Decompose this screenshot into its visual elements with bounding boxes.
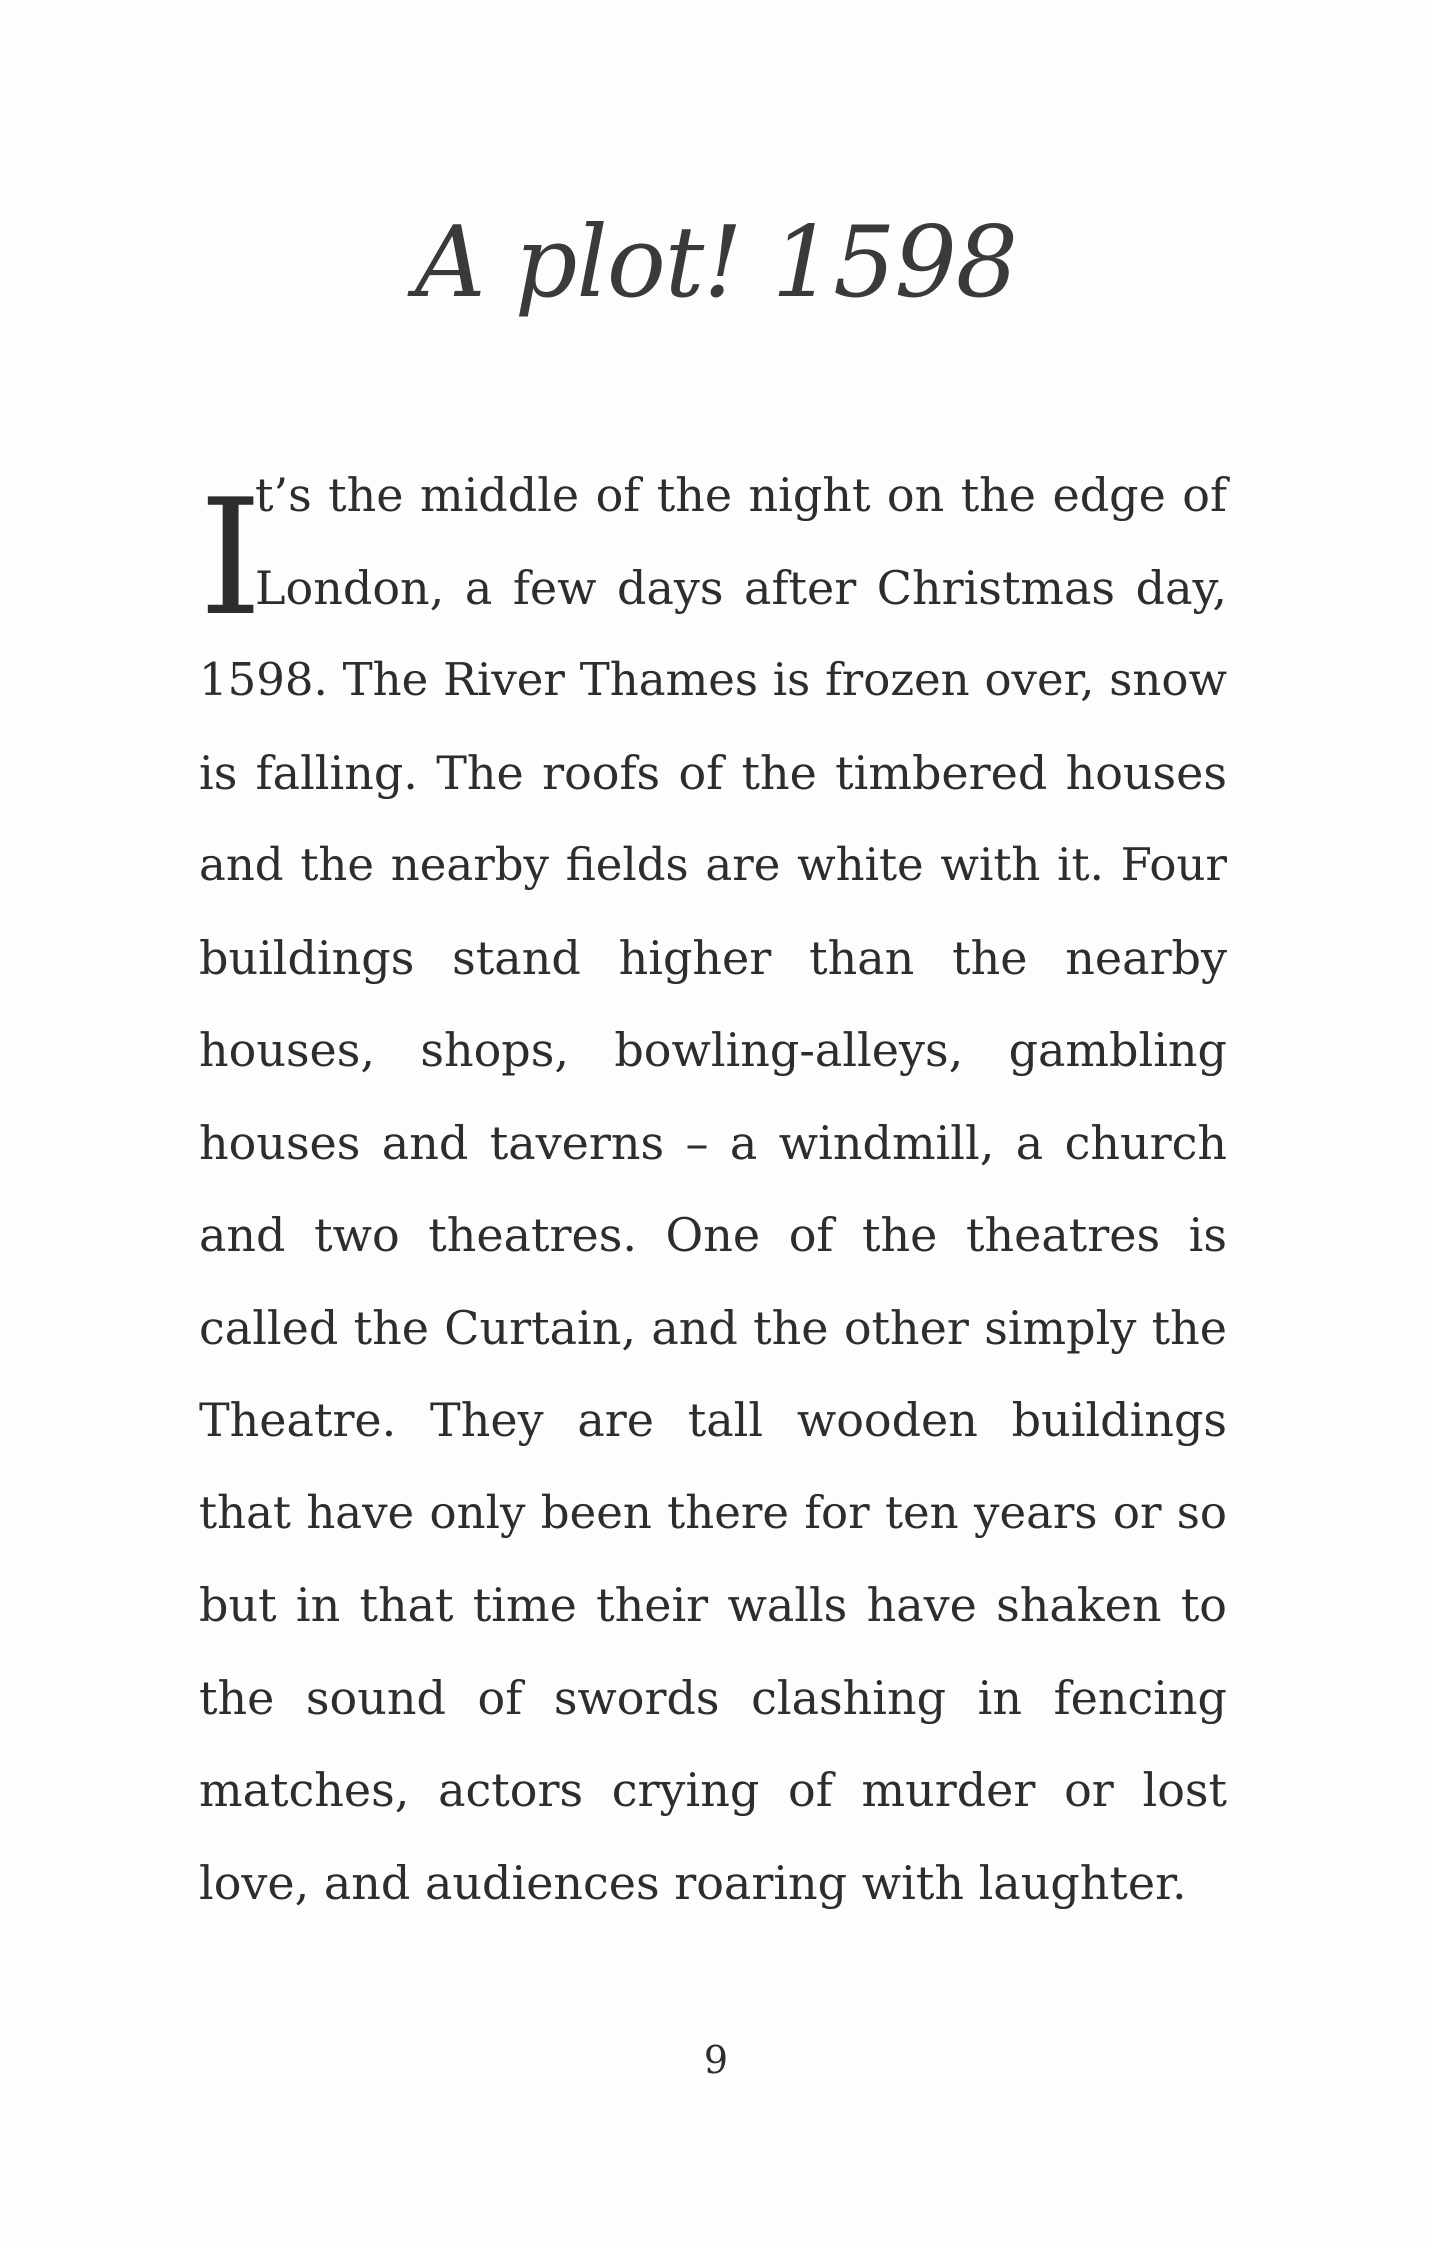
text-line: matches, actors crying of murder or lost	[199, 1763, 1227, 1817]
text-line: but in that time their walls have shaken to	[199, 1578, 1227, 1632]
text-line: that have only been there for ten years or so	[199, 1485, 1227, 1539]
text-line: and two theatres. One of the theatres is	[199, 1208, 1227, 1262]
text-line: love, and audiences roaring with laughter.	[199, 1855, 1187, 1910]
text-line: is falling. The roofs of the timbered houses	[199, 745, 1227, 800]
text-line: and the nearby fields are white with it. Four	[199, 838, 1227, 891]
text-line: called the Curtain, and the other simply the	[199, 1300, 1227, 1355]
text-line: t’s the middle of the night on the edge of	[255, 468, 1227, 522]
text-line: houses and taverns – a windmill, a church	[199, 1115, 1227, 1170]
text-line: 1598. The River Thames is frozen over, snow	[199, 653, 1227, 706]
text-line: Theatre. They are tall wooden buildings	[199, 1393, 1227, 1447]
text-line: London, a few days after Christmas day,	[255, 560, 1227, 615]
body-paragraph	[199, 462, 1227, 1942]
text-line: houses, shops, bowling-alleys, gambling	[199, 1023, 1227, 1077]
text-line: buildings stand higher than the nearby	[199, 930, 1227, 985]
page-number: 9	[703, 2038, 729, 2082]
chapter-title: A plot! 1598	[414, 206, 1018, 320]
drop-cap: I	[199, 464, 263, 651]
text-line: the sound of swords clashing in fencing	[199, 1670, 1227, 1725]
